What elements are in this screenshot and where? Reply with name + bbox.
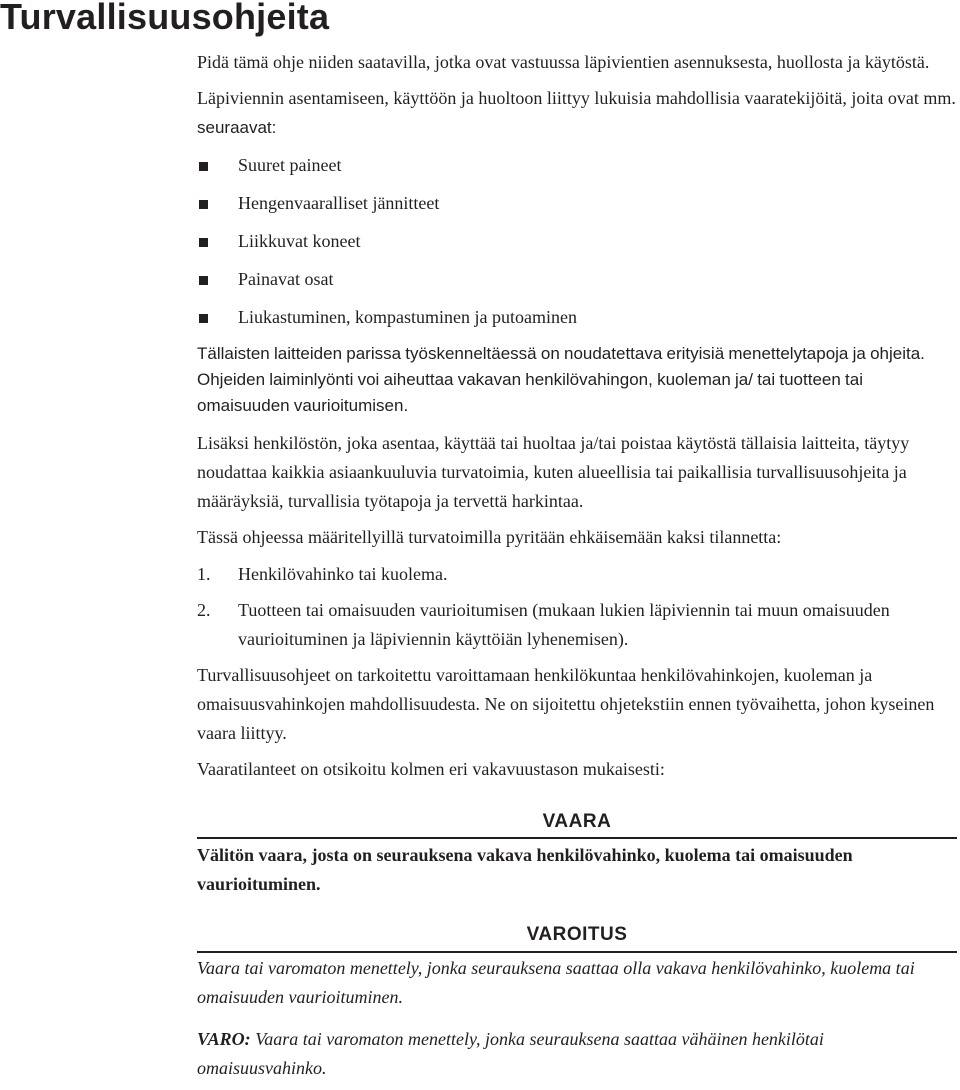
list-item-text: Tuotteen tai omaisuuden vaurioitumisen (mukaan lukien läpiviennin tai muun omaisuuden vaurioituminen ja läpiviennin käyttöiän lyhenemisen). (238, 600, 890, 649)
list-item-text: Liukastuminen, kompastuminen ja putoaminen (238, 307, 577, 327)
square-bullet-icon (199, 200, 208, 209)
list-item-text: Suuret paineet (238, 155, 342, 175)
list-item (197, 303, 957, 332)
document-body (197, 48, 957, 1083)
caution-label: VARO: (197, 1029, 251, 1049)
list-item (197, 227, 957, 256)
list-item (197, 189, 957, 218)
warning-notice (197, 920, 957, 1012)
danger-notice (197, 807, 957, 899)
danger-text: Välitön vaara, josta on seurauksena vakava henkilövahinko, kuolema tai omaisuuden vaurioituminen. (197, 845, 853, 894)
caution-notice (197, 1025, 957, 1083)
list-item-text: Hengenvaaralliset jännitteet (238, 193, 440, 213)
list-item-number: 2. (197, 600, 211, 620)
intro-paragraph: Pidä tämä ohje niiden saatavilla, jotka ovat vastuussa läpivientien asennuksesta, huollosta ja käytöstä. (197, 52, 930, 72)
hazards-intro-suffix: seuraavat: (197, 118, 277, 137)
list-item (197, 560, 957, 589)
warning-rule (197, 951, 957, 953)
hazards-intro-text: Läpiviennin asentamiseen, käyttöön ja huoltoon liittyy lukuisia mahdollisia vaaratekijöitä, joita ovat mm. (197, 88, 956, 108)
hazards-intro-paragraph (197, 84, 957, 142)
danger-heading: VAARA (542, 811, 612, 832)
square-bullet-icon (199, 162, 208, 171)
list-item-text: Henkilövahinko tai kuolema. (238, 564, 448, 584)
levels-intro-paragraph: Vaaratilanteet on otsikoitu kolmen eri vakavuustason mukaisesti: (197, 759, 665, 779)
hazard-list (197, 151, 957, 332)
procedures-paragraph: Tällaisten laitteiden parissa työskenneltäessä on noudatettava erityisiä menettelytapoja ja ohjeita. Ohjeiden laiminlyönti voi aiheuttaa vakavan henkilövahingon, kuoleman ja/ tai tuotteen tai omaisuuden vaurioitumisen. (197, 344, 925, 415)
list-item (197, 265, 957, 294)
list-item (197, 151, 957, 180)
objectives-paragraph: Tässä ohjeessa määritellyillä turvatoimilla pyritään ehkäisemään kaksi tilannetta: (197, 527, 782, 547)
list-item-text: Painavat osat (238, 269, 334, 289)
list-item-number: 1. (197, 564, 211, 584)
square-bullet-icon (199, 238, 208, 247)
warning-text: Vaara tai varomaton menettely, jonka seurauksena saattaa olla vakava henkilövahinko, kuolema tai omaisuuden vaurioituminen. (197, 958, 915, 1007)
list-item (197, 596, 957, 654)
caution-text: Vaara tai varomaton menettely, jonka seurauksena saattaa vähäinen henkilötai omaisuusvahinko. (197, 1029, 824, 1078)
purpose-paragraph: Turvallisuusohjeet on tarkoitettu varoittamaan henkilökuntaa henkilövahinkojen, kuoleman ja omaisuusvahinkojen mahdollisuudesta. Ne on sijoitettu ohjetekstiin ennen työvaihetta, johon kyseinen vaara liittyy. (197, 665, 935, 743)
personnel-paragraph: Lisäksi henkilöstön, joka asentaa, käyttää tai huoltaa ja/tai poistaa käytöstä tällaisia laitteita, täytyy noudattaa kaikkia asiaankuuluvia turvatoimia, kuten alueellisia tai paikallisia turvallisuusohjeita ja määräyksiä, turvallisia työtapoja ja tervettä harkintaa. (197, 433, 910, 511)
page-title: Turvallisuusohjeita (0, 0, 330, 37)
square-bullet-icon (199, 314, 208, 323)
danger-rule (197, 837, 957, 839)
list-item-text: Liikkuvat koneet (238, 231, 361, 251)
square-bullet-icon (199, 276, 208, 285)
warning-heading: VAROITUS (526, 924, 628, 945)
objectives-list (197, 560, 957, 654)
